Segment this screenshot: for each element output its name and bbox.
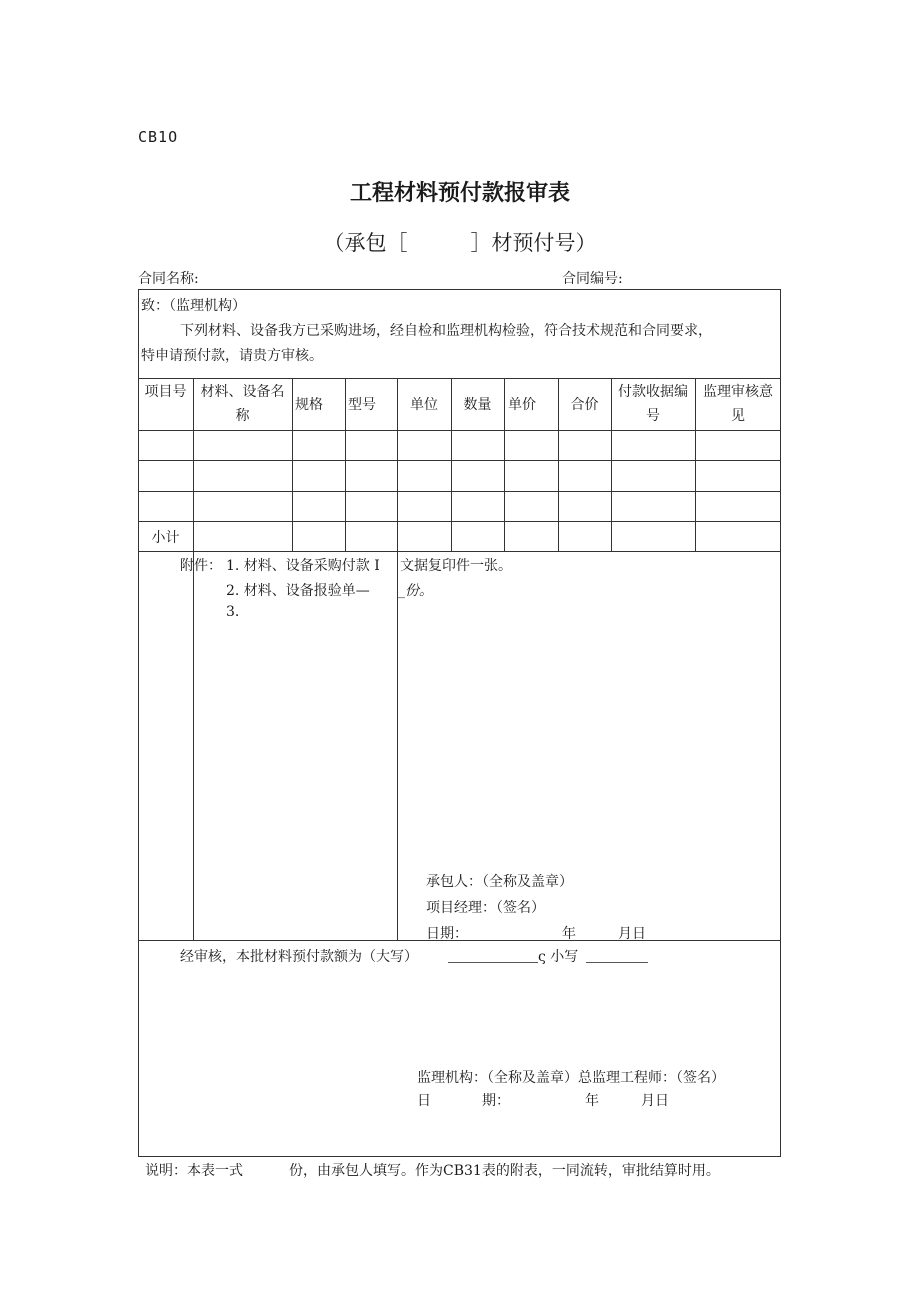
attach-rule-right (397, 551, 398, 940)
attachment-item-1a: 1. 材料、设备采购付款 I (226, 558, 380, 574)
pm-sign: 项目经理：（签名） (426, 900, 545, 916)
contract-name-label: 合同名称: (138, 271, 199, 287)
contractor-date-year: 年 (562, 926, 576, 942)
header-receipt-2: 号 (646, 408, 660, 424)
form-code: CB1O (138, 128, 179, 146)
subtotal-label: 小计 (151, 530, 180, 546)
header-review-2: 见 (731, 408, 745, 424)
amount-figures-blank (586, 962, 648, 963)
row-rule-1 (138, 460, 781, 461)
approval-text-a: 经审核，本批材料预付款额为（大写） (180, 949, 418, 965)
table-top-rule (138, 378, 781, 379)
request-line-2: 特申请预付款，请贵方审核。 (141, 348, 323, 364)
row-rule-3 (138, 521, 781, 522)
header-total: 合价 (570, 397, 599, 413)
header-receipt-1: 付款收据编 (618, 384, 688, 400)
request-line-1: 下列材料、设备我方已采购进场，经自检和监理机构检验，符合技术规范和合同要求， (180, 323, 712, 339)
header-price: 单价 (508, 397, 536, 413)
supervisor-date-b: 期： (482, 1093, 510, 1109)
form-subtitle: （承包［ ］材预付号） (323, 231, 597, 255)
contractor-sign: 承包人：（全称及盖章） (426, 874, 573, 890)
supervisor-date-a: 日 (417, 1093, 431, 1109)
attachments-label: 附件： (180, 558, 222, 574)
header-item-no: 项目号 (144, 384, 187, 400)
footnote-a: 说明：本表一式 (145, 1163, 243, 1179)
attachment-item-2a: 2. 材料、设备报验单— (226, 583, 370, 599)
header-spec: 规格 (295, 397, 323, 413)
contract-no-label: 合同编号: (562, 271, 623, 287)
supervisor-sign: 监理机构：（全称及盖章）总监理工程师：（签名） (417, 1070, 725, 1086)
attachment-item-2b: _份。 (398, 583, 433, 599)
header-name-2: 称 (235, 408, 250, 424)
attachment-item-3: 3. (226, 604, 240, 620)
header-unit: 单位 (410, 397, 438, 413)
row-rule-2 (138, 491, 781, 492)
header-review-1: 监理审核意 (703, 384, 773, 400)
header-bottom-rule (138, 430, 781, 431)
contractor-date-label: 日期： (426, 926, 468, 942)
contractor-date-monthday: 月日 (618, 926, 646, 942)
supervisor-date-year: 年 (585, 1093, 599, 1109)
to-line: 致：（监理机构） (141, 298, 246, 314)
approval-text-b: ς 小写 (538, 949, 579, 965)
header-name-1: 材料、设备名 (200, 384, 285, 400)
attach-rule-left (193, 551, 194, 940)
attachment-item-1b: 文据复印件一张。 (400, 558, 512, 574)
header-qty: 数量 (463, 397, 492, 413)
supervisor-date-monthday: 月日 (641, 1093, 669, 1109)
form-title: 工程材料预付款报审表 (349, 181, 570, 206)
header-model: 型号 (348, 397, 376, 413)
amount-words-blank (448, 962, 538, 963)
subtotal-bottom-rule (138, 551, 781, 552)
footnote-b: 份，由承包人填写。作为CB31表的附表，一同流转，审批结算时用。 (289, 1163, 720, 1179)
